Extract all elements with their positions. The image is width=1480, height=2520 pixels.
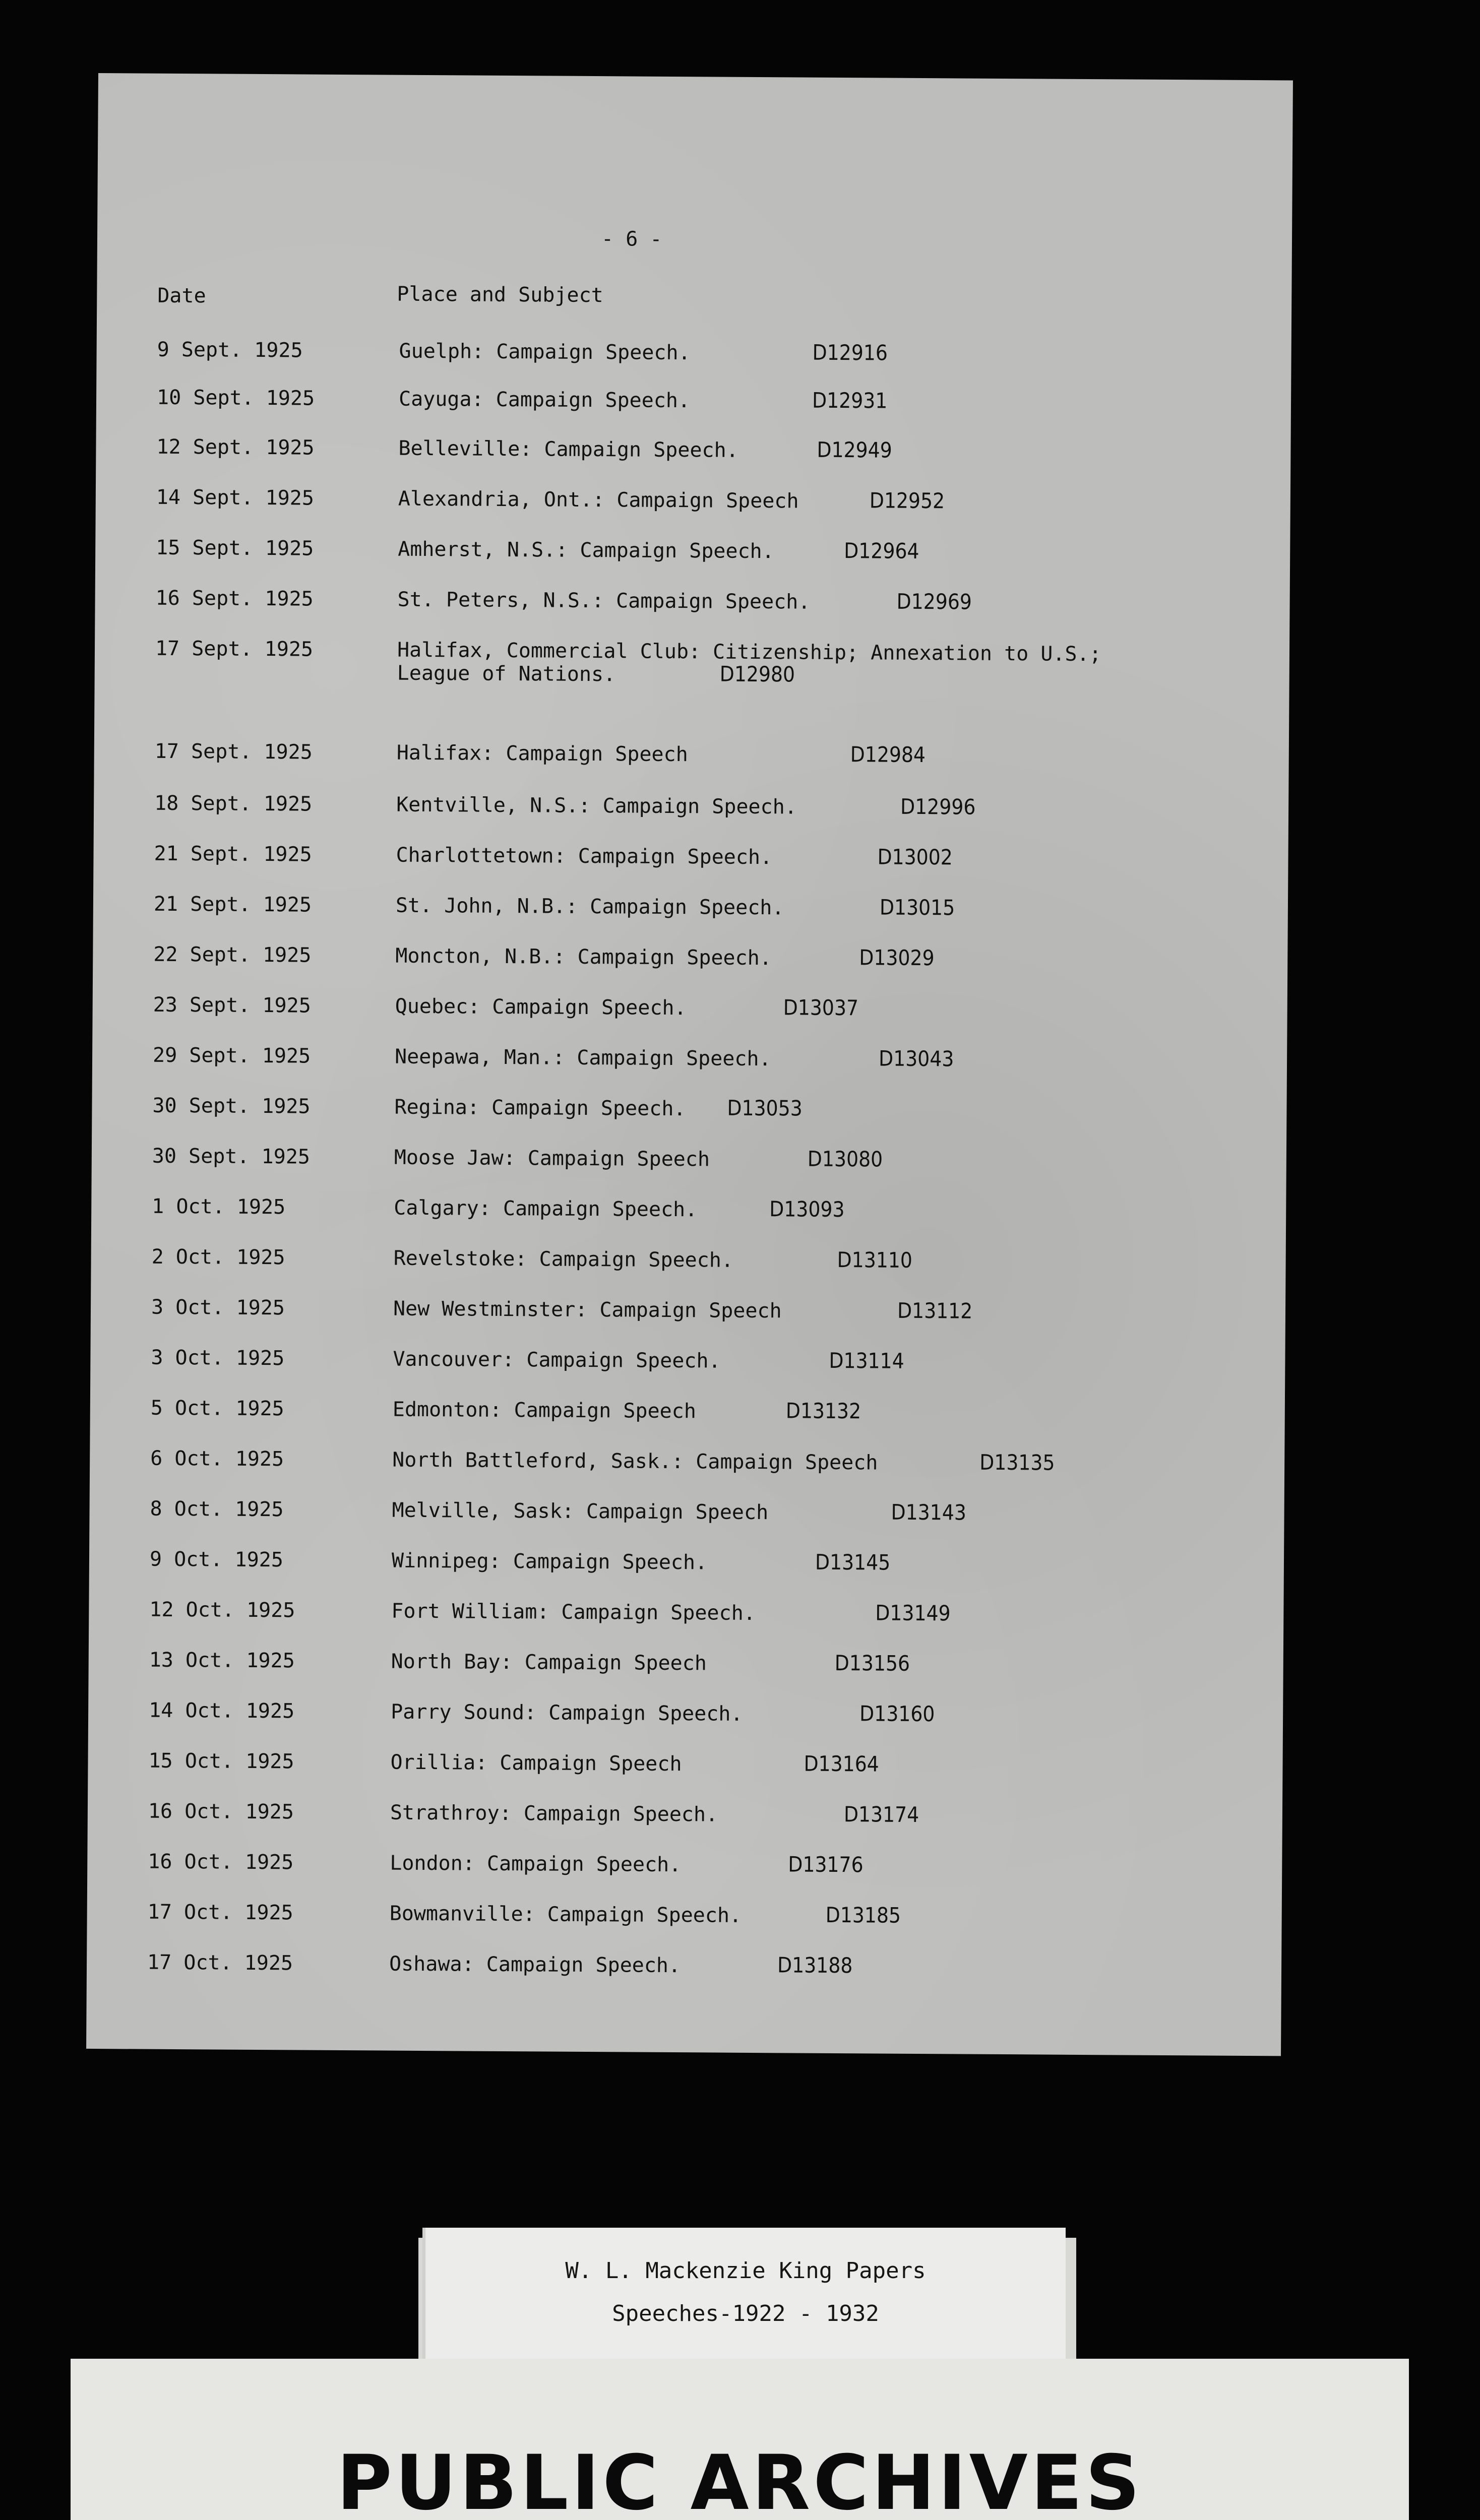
entry-document-number: D13043 [878, 1046, 954, 1072]
speech-entry [96, 386, 1256, 443]
entry-place-subject: Alexandria, Ont.: Campaign Speech [398, 487, 799, 513]
entry-date: 6 Oct. 1925 [150, 1446, 284, 1471]
speech-entry [91, 1245, 1251, 1302]
entry-document-number: D12964 [844, 538, 919, 563]
collection-subtitle: Speeches-1922 - 1932 [612, 2301, 879, 2326]
entry-place-subject: Winnipeg: Campaign Speech. [391, 1549, 708, 1574]
entry-place-subject: Quebec: Campaign Speech. [395, 994, 687, 1020]
entry-date: 30 Sept. 1925 [152, 1094, 311, 1118]
archives-card [71, 2359, 1409, 2520]
speech-entry [91, 1194, 1251, 1252]
entry-document-number: D13149 [875, 1600, 951, 1626]
entry-document-number: D12949 [817, 437, 892, 463]
entry-date: 15 Oct. 1925 [148, 1749, 294, 1774]
entry-date: 12 Oct. 1925 [149, 1598, 295, 1622]
entry-document-number: D13174 [843, 1802, 919, 1828]
place-column-header: Place and Subject [397, 282, 603, 307]
entry-document-number: D13143 [891, 1499, 967, 1525]
speech-entry [92, 993, 1252, 1050]
speech-entry [87, 1850, 1247, 1907]
speech-entry [87, 1950, 1247, 2008]
entry-place-subject: Oshawa: Campaign Speech. [389, 1952, 681, 1978]
speech-entry [94, 739, 1254, 797]
entry-date: 16 Oct. 1925 [148, 1850, 294, 1874]
speech-entry [95, 637, 1255, 694]
entry-document-number: D13185 [825, 1902, 901, 1928]
entry-date: 17 Sept. 1925 [155, 637, 314, 661]
entry-date: 30 Sept. 1925 [152, 1144, 311, 1169]
entry-place-subject: Orillia: Campaign Speech [390, 1750, 682, 1776]
entry-place-subject: Neepawa, Man.: Campaign Speech. [394, 1045, 771, 1071]
entry-document-number: D13160 [859, 1701, 935, 1727]
entry-date: 8 Oct. 1925 [150, 1497, 284, 1522]
speech-entry [91, 1295, 1251, 1353]
speech-entry [93, 892, 1253, 950]
speech-entry [89, 1497, 1249, 1554]
entry-document-number: D13093 [769, 1196, 845, 1222]
speech-entry [88, 1749, 1248, 1806]
entry-place-subject: Revelstoke: Campaign Speech. [393, 1246, 734, 1272]
entry-date: 12 Sept. 1925 [156, 435, 315, 460]
entry-place-subject: Bowmanville: Campaign Speech. [389, 1902, 742, 1927]
entry-place-subject: Vancouver: Campaign Speech. [393, 1347, 721, 1373]
entry-date: 2 Oct. 1925 [151, 1245, 285, 1270]
entry-document-number: D13015 [879, 895, 955, 920]
entry-date: 3 Oct. 1925 [151, 1295, 285, 1320]
entry-place-subject: St. Peters, N.S.: Campaign Speech. [397, 588, 811, 614]
entry-document-number: D13080 [807, 1146, 883, 1172]
entry-place-subject: Kentville, N.S.: Campaign Speech. [396, 793, 797, 819]
entry-date: 1 Oct. 1925 [152, 1194, 286, 1219]
entry-date: 22 Sept. 1925 [153, 942, 312, 967]
collection-title: W. L. Mackenzie King Papers [565, 2258, 926, 2284]
entry-date: 9 Sept. 1925 [157, 338, 303, 362]
entry-date: 16 Sept. 1925 [155, 586, 314, 611]
speech-entry [87, 1799, 1247, 1857]
entry-place-subject: Parry Sound: Campaign Speech. [391, 1700, 743, 1726]
entry-place-subject: Amherst, N.S.: Campaign Speech. [398, 537, 774, 563]
entry-date: 14 Oct. 1925 [149, 1698, 295, 1723]
entry-document-number: D13135 [979, 1450, 1055, 1475]
speech-entry [89, 1547, 1249, 1605]
entry-place-subject: Halifax, Commercial Club: Citizenship; Annexation to U.S.; [397, 638, 1101, 666]
speech-entry [88, 1698, 1248, 1756]
entry-document-number: D13002 [877, 844, 953, 870]
entry-place-subject: Guelph: Campaign Speech. [399, 339, 691, 365]
entry-document-number: D13037 [783, 995, 859, 1021]
speech-entry [88, 1648, 1248, 1706]
date-column-header: Date [157, 284, 206, 308]
speech-entry [93, 942, 1253, 1000]
entry-document-number: D13114 [829, 1348, 904, 1373]
entry-date: 5 Oct. 1925 [150, 1396, 284, 1421]
entry-document-number: D13156 [834, 1650, 910, 1676]
entry-place-subject: Charlottetown: Campaign Speech. [396, 843, 773, 869]
entry-document-number: D12931 [812, 388, 888, 413]
speech-entry [95, 586, 1255, 644]
speech-entry [94, 791, 1254, 849]
entry-place-subject: Cayuga: Campaign Speech. [398, 387, 691, 413]
speech-entry [90, 1446, 1250, 1504]
speech-entry [87, 1900, 1247, 1958]
entry-place-subject: North Bay: Campaign Speech [391, 1650, 707, 1675]
speech-entry [90, 1396, 1250, 1454]
entry-place-subject: Fort William: Campaign Speech. [391, 1599, 756, 1625]
speech-entry [89, 1598, 1249, 1655]
entry-date: 14 Sept. 1925 [156, 485, 315, 510]
entry-document-number: D13053 [727, 1095, 803, 1121]
entry-date: 17 Oct. 1925 [147, 1950, 293, 1975]
typed-page [86, 73, 1293, 2056]
entry-place-subject: Moose Jaw: Campaign Speech [394, 1146, 710, 1171]
entry-place-subject: North Battleford, Sask.: Campaign Speech [392, 1448, 878, 1475]
entry-date: 17 Oct. 1925 [147, 1900, 293, 1925]
entry-place-subject: Regina: Campaign Speech. [394, 1095, 686, 1121]
entry-place-subject: Belleville: Campaign Speech. [398, 436, 738, 462]
entry-document-number: D13176 [788, 1852, 864, 1877]
entry-place-subject: Melville, Sask: Campaign Speech [392, 1498, 769, 1525]
speech-entry [95, 485, 1255, 543]
entry-date: 9 Oct. 1925 [149, 1547, 284, 1572]
entry-date: 3 Oct. 1925 [151, 1346, 285, 1370]
entry-place-subject: Edmonton: Campaign Speech [392, 1398, 697, 1423]
entry-date: 21 Sept. 1925 [153, 892, 312, 917]
page-number: - 6 - [601, 227, 662, 251]
speech-entry [92, 1094, 1252, 1151]
speech-entry [91, 1144, 1251, 1202]
entry-document-number: D12984 [850, 742, 926, 768]
entry-place-subject: Moncton, N.B.: Campaign Speech. [395, 944, 772, 970]
archives-title-en: PUBLIC ARCHIVES [336, 2439, 1143, 2520]
entry-place-subject: London: Campaign Speech. [390, 1851, 682, 1877]
entry-document-number: D13110 [837, 1247, 913, 1273]
entry-place-subject-continued: League of Nations. [397, 661, 616, 686]
entry-document-number: D12952 [869, 488, 945, 514]
entry-document-number: D12980 [719, 661, 795, 687]
entry-place-subject: St. John, N.B.: Campaign Speech. [395, 894, 784, 920]
entry-document-number: D13132 [785, 1398, 861, 1424]
entry-date: 21 Sept. 1925 [154, 842, 312, 866]
speech-entry [93, 842, 1253, 899]
entry-document-number: D13112 [897, 1298, 973, 1324]
entry-document-number: D13188 [777, 1952, 853, 1978]
entry-date: 13 Oct. 1925 [149, 1648, 295, 1673]
entry-date: 10 Sept. 1925 [156, 386, 315, 410]
entry-place-subject: Halifax: Campaign Speech [396, 741, 688, 767]
entry-document-number: D13145 [815, 1549, 891, 1575]
speech-entry [92, 1043, 1252, 1101]
entry-date: 29 Sept. 1925 [152, 1043, 311, 1068]
speech-entry [96, 435, 1256, 492]
entry-date: 17 Sept. 1925 [154, 739, 313, 764]
entry-date: 18 Sept. 1925 [154, 791, 313, 816]
entry-place-subject: Strathroy: Campaign Speech. [390, 1801, 718, 1826]
entry-document-number: D12969 [896, 589, 972, 614]
entry-document-number: D12916 [812, 340, 888, 365]
speech-entry [90, 1346, 1250, 1403]
entry-document-number: D13164 [804, 1751, 879, 1777]
entry-date: 15 Sept. 1925 [156, 536, 314, 560]
entry-date: 23 Sept. 1925 [153, 993, 311, 1018]
entry-place-subject: Calgary: Campaign Speech. [394, 1196, 698, 1222]
entry-document-number: D13029 [859, 945, 935, 971]
entry-place-subject: New Westminster: Campaign Speech [393, 1297, 782, 1323]
collection-label [422, 2228, 1066, 2361]
entry-document-number: D12996 [900, 794, 976, 820]
speech-entry [95, 536, 1255, 593]
entry-date: 16 Oct. 1925 [148, 1799, 294, 1824]
